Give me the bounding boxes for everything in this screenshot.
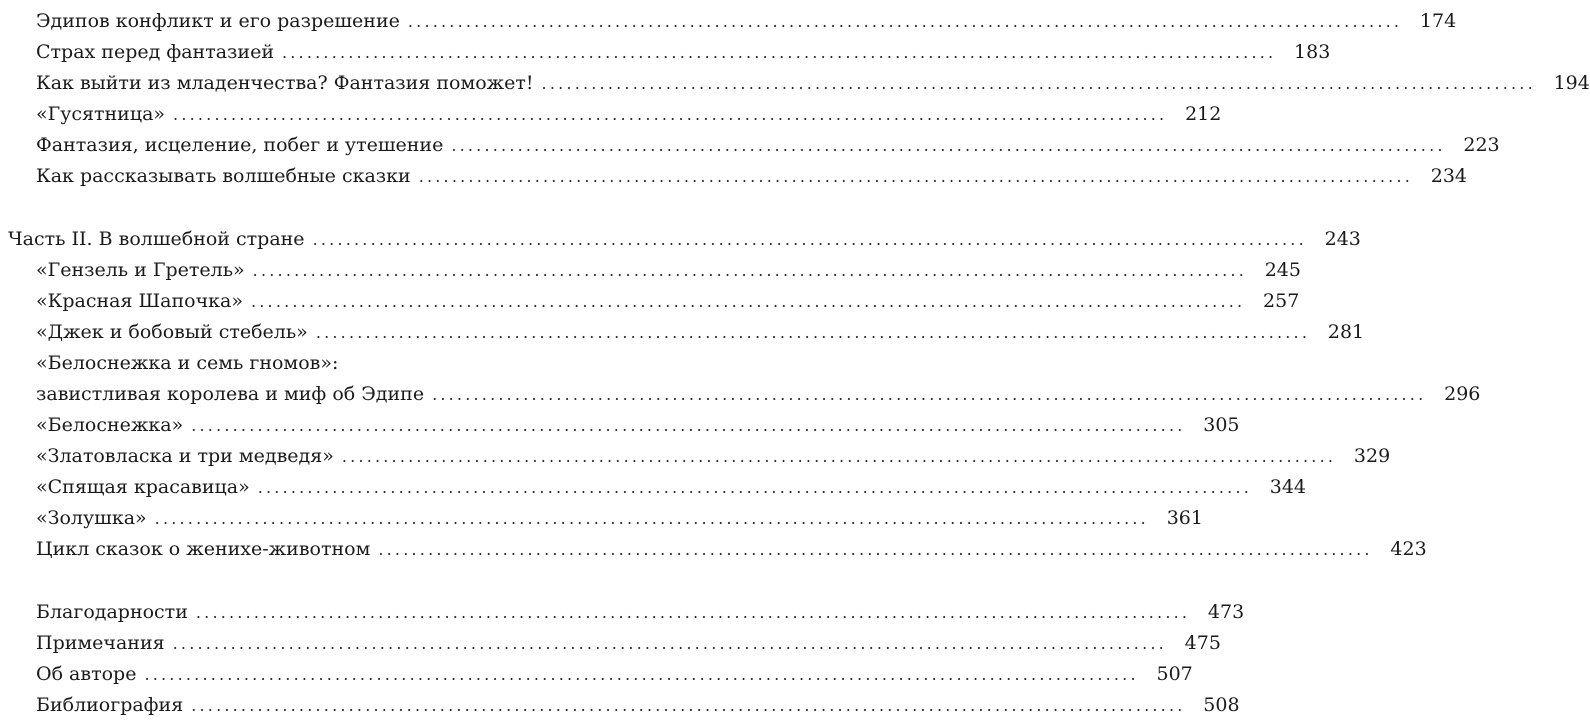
toc-entry — [36, 68, 1590, 98]
toc-part-heading — [8, 224, 1361, 254]
toc-entry — [36, 410, 1240, 440]
toc-entry — [36, 161, 1468, 191]
toc-entry-title: «Гусятница» — [36, 103, 166, 125]
dot-leader: ........................................................................................................................ — [257, 478, 1253, 497]
toc-entry — [36, 534, 1427, 564]
toc-entry-title: «Златовласка и три медведя» — [36, 445, 334, 467]
dot-leader: ........................................................................................................................ — [432, 385, 1427, 404]
toc-entry — [36, 503, 1203, 533]
toc-entry-page: 329 — [1353, 445, 1391, 467]
toc-entry-title: «Золушка» — [36, 507, 147, 529]
dot-leader: ........................................................................................................................ — [173, 105, 1168, 124]
toc-entry-page: 361 — [1166, 507, 1203, 529]
toc-entry-page: 183 — [1294, 41, 1331, 63]
toc-entry-title: Примечания — [36, 632, 165, 654]
toc-entry-title: «Красная Шапочка» — [36, 290, 243, 312]
toc-entry-title: «Спящая красавица» — [36, 476, 250, 498]
toc-entry-title: «Гензель и Гретель» — [36, 259, 245, 281]
toc-entry-title: Часть II. В волшебной стране — [8, 228, 305, 250]
toc-entry — [36, 597, 1245, 627]
toc-entry — [36, 472, 1307, 502]
dot-leader: ........................................................................................................................ — [315, 323, 1311, 342]
toc-entry — [36, 628, 1221, 658]
toc-entry-page: 194 — [1553, 72, 1590, 94]
toc-entry-title: «Белоснежка и семь гномов»: — [36, 352, 339, 374]
toc-entry — [36, 37, 1331, 67]
dot-leader: ........................................................................................................................ — [195, 603, 1191, 622]
toc-entry-title: Как рассказывать волшебные сказки — [36, 165, 411, 187]
dot-leader: ........................................................................................................................ — [451, 136, 1446, 155]
toc-entry — [36, 379, 1481, 409]
toc-entry-page: 245 — [1264, 259, 1301, 281]
toc-entry-title: Цикл сказок о женихе-животном — [36, 538, 371, 560]
toc-entry — [36, 286, 1300, 316]
toc-entry-page: 475 — [1184, 632, 1221, 654]
toc-entry-title: Об авторе — [36, 663, 137, 685]
dot-leader: ........................................................................................................................ — [252, 261, 1247, 280]
toc-entry — [36, 690, 1240, 720]
toc-entry-page: 473 — [1207, 601, 1245, 623]
toc-entry-page: 257 — [1263, 290, 1300, 312]
toc-entry-title: Как выйти из младенчества? Фантазия поможет! — [36, 72, 534, 94]
toc-entry-page: 234 — [1430, 165, 1468, 187]
toc-entry — [36, 441, 1391, 471]
toc-entry-page: 305 — [1203, 414, 1240, 436]
toc-entry — [36, 130, 1500, 160]
toc-entry-page: 344 — [1269, 476, 1307, 498]
dot-leader: ........................................................................................................................ — [144, 665, 1139, 684]
toc-entry — [36, 6, 1457, 36]
toc-entry-page: 507 — [1156, 663, 1193, 685]
dot-leader: ........................................................................................................................ — [418, 167, 1414, 186]
dot-leader: ........................................................................................................................ — [191, 696, 1186, 715]
dot-leader: ........................................................................................................................ — [341, 447, 1337, 466]
dot-leader: ........................................................................................................................ — [378, 540, 1373, 559]
dot-leader: ........................................................................................................................ — [191, 416, 1186, 435]
toc-entry — [36, 255, 1301, 285]
toc-entry-title: Фантазия, исцеление, побег и утешение — [36, 134, 444, 156]
dot-leader: ........................................................................................................................ — [281, 43, 1277, 62]
toc-entry-page: 423 — [1390, 538, 1427, 560]
toc-entry — [36, 659, 1193, 689]
dot-leader: ........................................................................................................................ — [154, 509, 1149, 528]
toc-entry-title: «Джек и бобовый стебель» — [36, 321, 308, 343]
toc-entry-title: Эдипов конфликт и его разрешение — [36, 10, 400, 32]
toc-entry-title: Благодарности — [36, 601, 188, 623]
toc-entry-page: 281 — [1327, 321, 1365, 343]
dot-leader: ........................................................................................................................ — [407, 12, 1403, 31]
toc-entry — [36, 99, 1222, 129]
toc-entry-title: Библиография — [36, 694, 184, 716]
toc-entry-page: 243 — [1324, 228, 1361, 250]
toc-entry-page: 508 — [1203, 694, 1240, 716]
dot-leader: ........................................................................................................................ — [312, 230, 1307, 249]
toc-entry — [36, 317, 1365, 347]
dot-leader: ........................................................................................................................ — [250, 292, 1246, 311]
toc-entry — [36, 348, 605, 378]
toc-entry-page: 174 — [1419, 10, 1457, 32]
toc-entry-title: завистливая королева и миф об Эдипе — [36, 383, 425, 405]
dot-leader: ........................................................................................................................ — [541, 74, 1536, 93]
toc-entry-title: «Белоснежка» — [36, 414, 184, 436]
toc-entry-title: Страх перед фантазией — [36, 41, 274, 63]
toc-entry-page: 212 — [1185, 103, 1222, 125]
dot-leader: ........................................................................................................................ — [172, 634, 1167, 653]
toc-entry-page: 296 — [1444, 383, 1481, 405]
toc-entry-page: 223 — [1463, 134, 1500, 156]
